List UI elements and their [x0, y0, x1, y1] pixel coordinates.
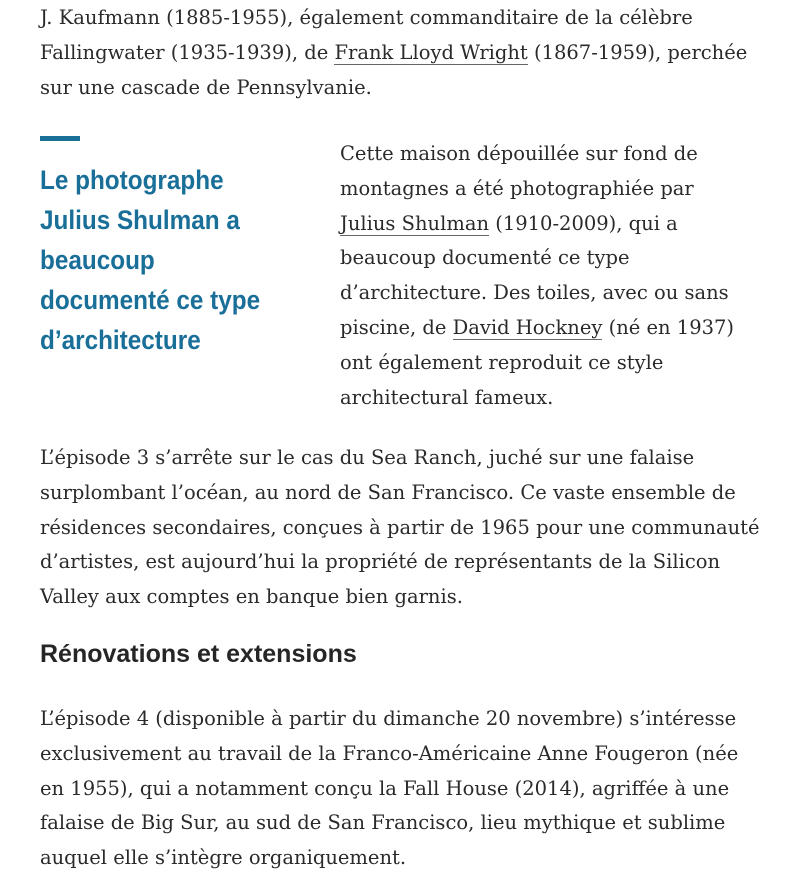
- episode3-paragraph: L’épisode 3 s’arrête sur le cas du Sea Ranch, juché sur une falaise surplombant l’océan, au nord de San Francisco. Ce vaste ensemble de résidences secondaires, conçues à partir de 1965 pour une communauté d’artistes, est aujourd’hui la propriété de représentants de la Silicon Valley aux comptes en banque bien garnis.: [40, 446, 760, 609]
- frank-lloyd-wright-link[interactable]: Frank Lloyd Wright: [334, 40, 528, 64]
- intro-text-2: (1867-1959), perchée sur une cascade de Pennsylvanie.: [40, 40, 748, 99]
- section-heading: Rénovations et extensions: [40, 640, 357, 668]
- intro-text-1: J. Kaufmann (1885-1955), également commanditaire de la célèbre Fallingwater (1935-1939), de: [40, 6, 693, 64]
- intro-paragraph: [40, 1, 750, 105]
- side-text-3: (né en 1937) ont également reproduit ce style architectural fameux.: [340, 315, 735, 409]
- side-text-1: Cette maison dépouillée sur fond de montagnes a été photographiée par: [340, 142, 698, 200]
- pullquote-rule: [40, 136, 80, 141]
- episode4-paragraph: L’épisode 4 (disponible à partir du dimanche 20 novembre) s’intéresse exclusivement au travail de la Franco-Américaine Anne Fougeron (née en 1955), qui a notamment conçu la Fall House (2014), agriffée à une falaise de Big Sur, au sud de San Francisco, lieu mythique et sublime auquel elle s’intègre organiquement.: [40, 707, 739, 870]
- david-hockney-link[interactable]: David Hockney: [452, 315, 603, 339]
- julius-shulman-link[interactable]: Julius Shulman: [340, 211, 490, 235]
- side-paragraph: [340, 137, 750, 415]
- side-text-2: (1910-2009), qui a beaucoup documenté ce type d’architecture. Des toiles, avec ou sans piscine, de: [340, 211, 729, 339]
- pullquote: Le photographe Julius Shulman a beaucoup documenté ce type d’architecture: [40, 165, 261, 355]
